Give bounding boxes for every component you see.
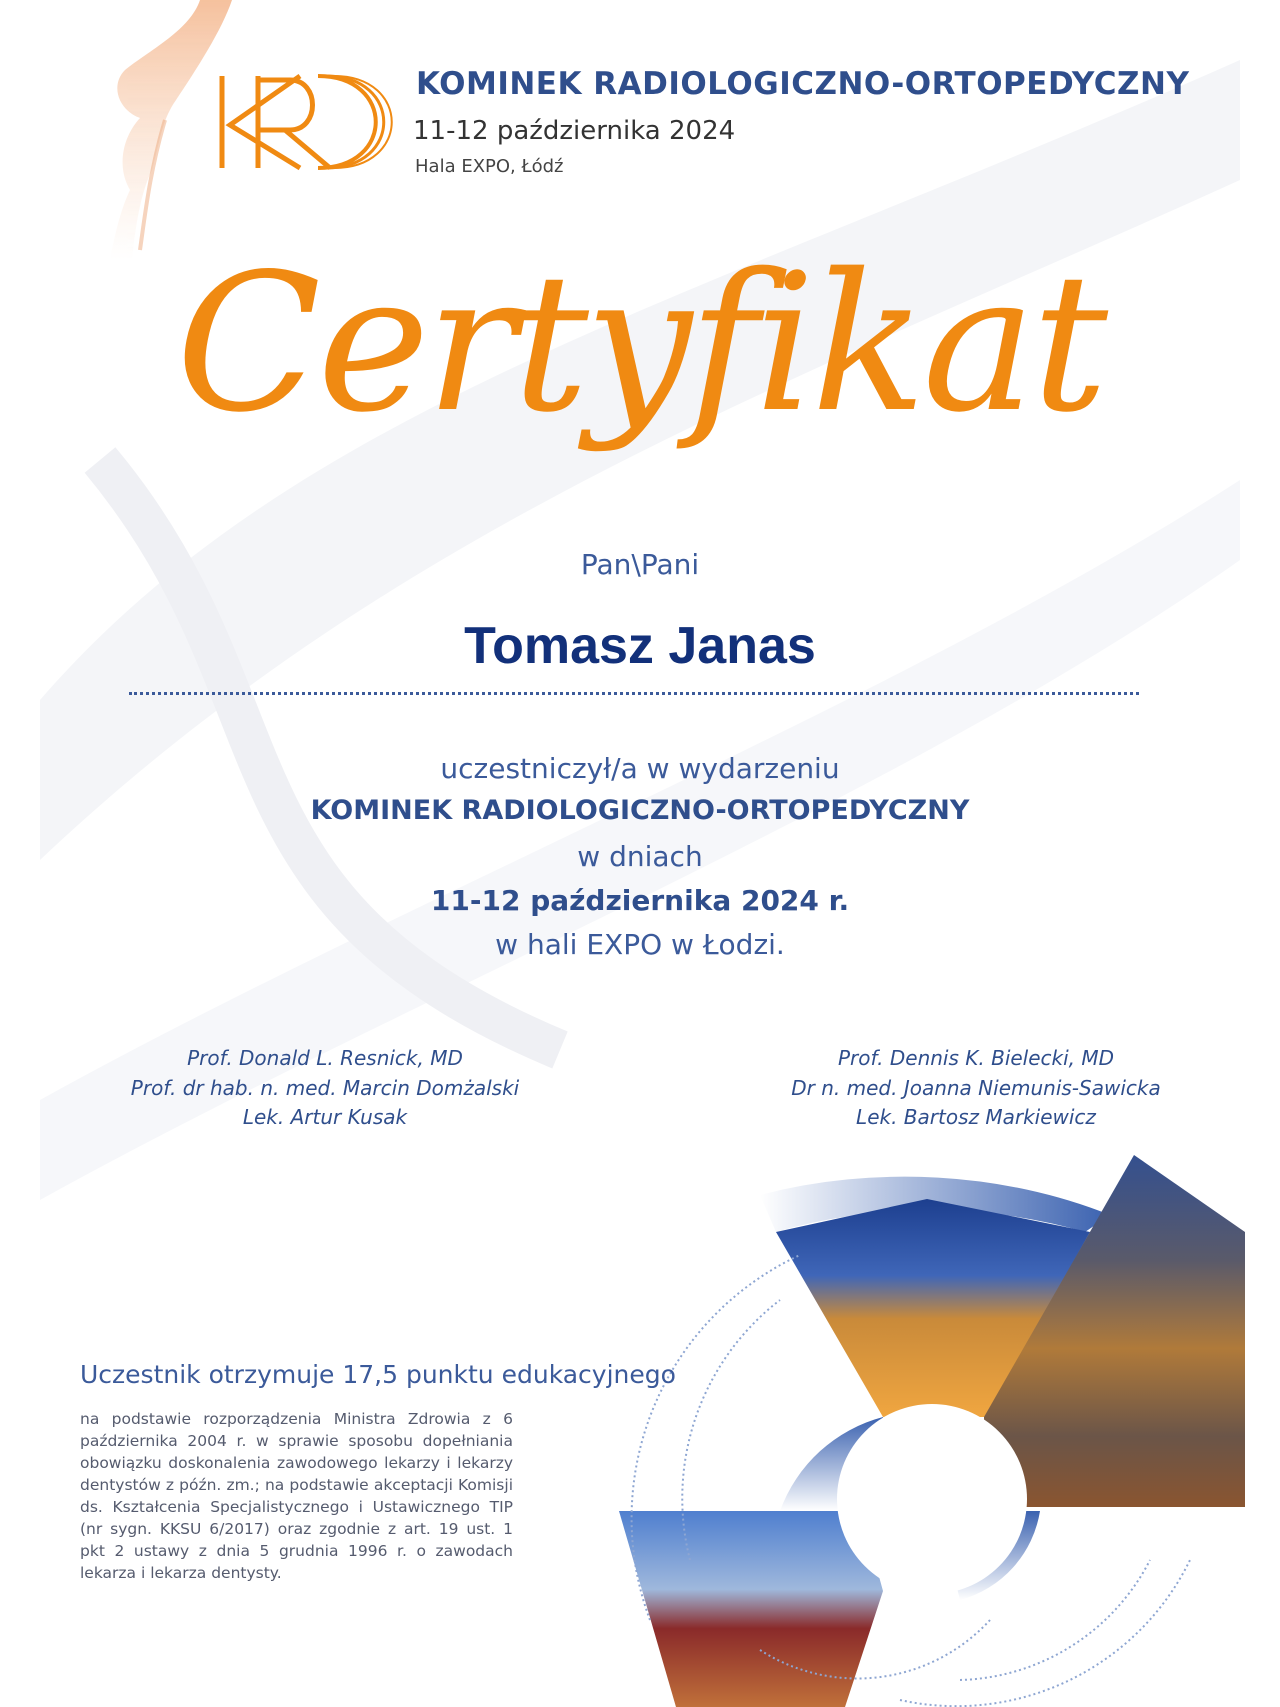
signatory: Prof. Dennis K. Bielecki, MD (837, 1046, 1115, 1070)
signatory: Prof. Donald L. Resnick, MD (187, 1046, 463, 1070)
signatories-left (65, 1044, 585, 1133)
event-name: KOMINEK RADIOLOGICZNO-ORTOPEDYCZNY (310, 795, 970, 826)
dates-label: w dniach (577, 840, 703, 873)
factory-photo (619, 1511, 883, 1707)
event-title: KOMINEK RADIOLOGICZNO-ORTOPEDYCZNY (416, 66, 1190, 102)
venue-text: w hali EXPO w Łodzi. (495, 928, 785, 961)
event-dates: 11-12 października 2024 (413, 116, 736, 146)
recipient-name: Tomasz Janas (464, 617, 816, 675)
signatories-right (716, 1044, 1236, 1133)
dotted-divider (129, 692, 1139, 695)
signatory: Lek. Bartosz Markiewicz (856, 1105, 1096, 1129)
participation-text: uczestniczył/a w wydarzeniu (440, 752, 840, 785)
knee-bone-image (110, 0, 232, 260)
signatory: Lek. Artur Kusak (242, 1105, 408, 1129)
legal-basis-text: na podstawie rozporządzenia Ministra Zdrowia z 6 października 2004 r. w sprawie sposobu dopełniania obowiązku doskonalenia zawodowego lekarzy i lekarzy dentystów z późn. zm.; na podstawie akceptacji Komisji ds. Kształcenia Specjalistycznego i Ustawicznego TIP (nr sygn. KKSU 6/2017) oraz zgodnie z art. 19 ust. 1 pkt 2 ustawy z dnia 5 grudnia 1996 r. o zawodach lekarza i lekarza dentysty. (80, 1410, 513, 1582)
event-dates-full: 11-12 października 2024 r. (430, 884, 850, 917)
points-heading: Uczestnik otrzymuje 17,5 punktu edukacyjnego (80, 1360, 676, 1389)
event-venue: Hala EXPO, Łódź (415, 156, 564, 177)
signatory: Dr n. med. Joanna Niemunis-Sawicka (791, 1075, 1161, 1100)
lodz-photo-collage (619, 1155, 1245, 1707)
certificate-title: Certyfikat (175, 233, 1105, 454)
kro-logo (222, 76, 392, 168)
signatory: Prof. dr hab. n. med. Marcin Domżalski (130, 1075, 520, 1100)
salutation: Pan\Pani (580, 548, 700, 581)
